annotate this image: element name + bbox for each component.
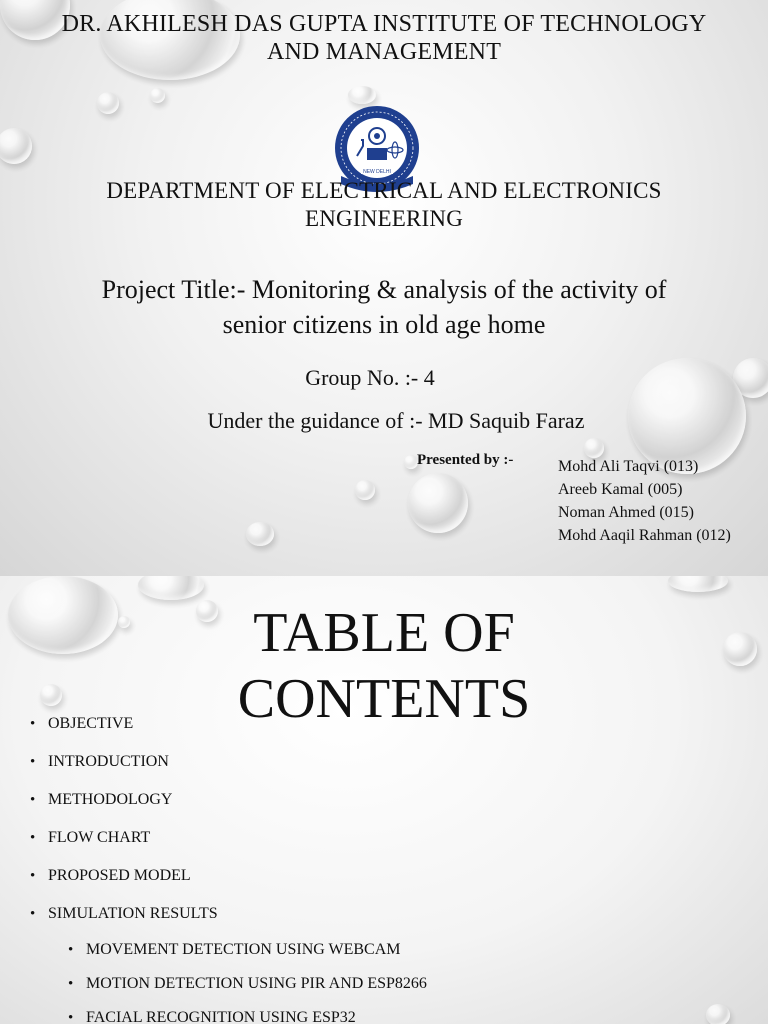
water-drop: [706, 1004, 730, 1024]
toc-item: • FLOW CHART: [30, 828, 218, 866]
toc-item: • INTRODUCTION: [30, 752, 218, 790]
members-list: [558, 455, 731, 547]
toc-item: • METHODOLOGY: [30, 790, 218, 828]
water-drop: [150, 88, 165, 103]
water-drop: [668, 576, 728, 592]
toc-sub-item: • MOTION DETECTION USING PIR AND ESP8266: [68, 974, 427, 1008]
group-number: Group No. :- 4: [305, 365, 435, 390]
toc-sub-list: [68, 940, 427, 1024]
department-name: DEPARTMENT OF ELECTRICAL AND ELECTRONICS ENGINEERING: [106, 178, 662, 231]
presented-by-label: Presented by :-: [417, 452, 514, 468]
project-title: Project Title:- Monitoring & analysis of the activity of senior citizens in old age home: [101, 275, 667, 339]
water-drop: [138, 576, 204, 600]
water-drop: [355, 480, 375, 500]
toc-item: • OBJECTIVE: [30, 714, 218, 752]
water-drop: [408, 473, 468, 533]
member-item: Areeb Kamal (005): [558, 481, 683, 498]
water-drop: [97, 92, 119, 114]
water-drop: [0, 128, 32, 164]
water-drop: [404, 455, 418, 469]
toc-title-text: TABLE OF CONTENTS: [237, 602, 531, 730]
logo-place: NEW DELHI: [363, 169, 391, 175]
toc-list: [30, 714, 218, 942]
toc-sub-item: • MOVEMENT DETECTION USING WEBCAM: [68, 940, 427, 974]
toc-sub-item: • FACIAL RECOGNITION USING ESP32: [68, 1008, 427, 1024]
member-item: Mohd Ali Taqvi (013): [558, 458, 699, 475]
toc-title: [0, 600, 768, 732]
water-drop: [348, 86, 376, 104]
toc-item: • SIMULATION RESULTS: [30, 904, 218, 942]
institute-name: DR. AKHILESH DAS GUPTA INSTITUTE OF TECHNOLOGY AND MANAGEMENT: [61, 11, 707, 65]
toc-item: • PROPOSED MODEL: [30, 866, 218, 904]
guidance: Under the guidance of :- MD Saquib Faraz: [207, 408, 585, 433]
water-drop: [246, 522, 274, 546]
member-item: Mohd Aaqil Rahman (012): [558, 527, 731, 544]
member-item: Noman Ahmed (015): [558, 504, 694, 521]
